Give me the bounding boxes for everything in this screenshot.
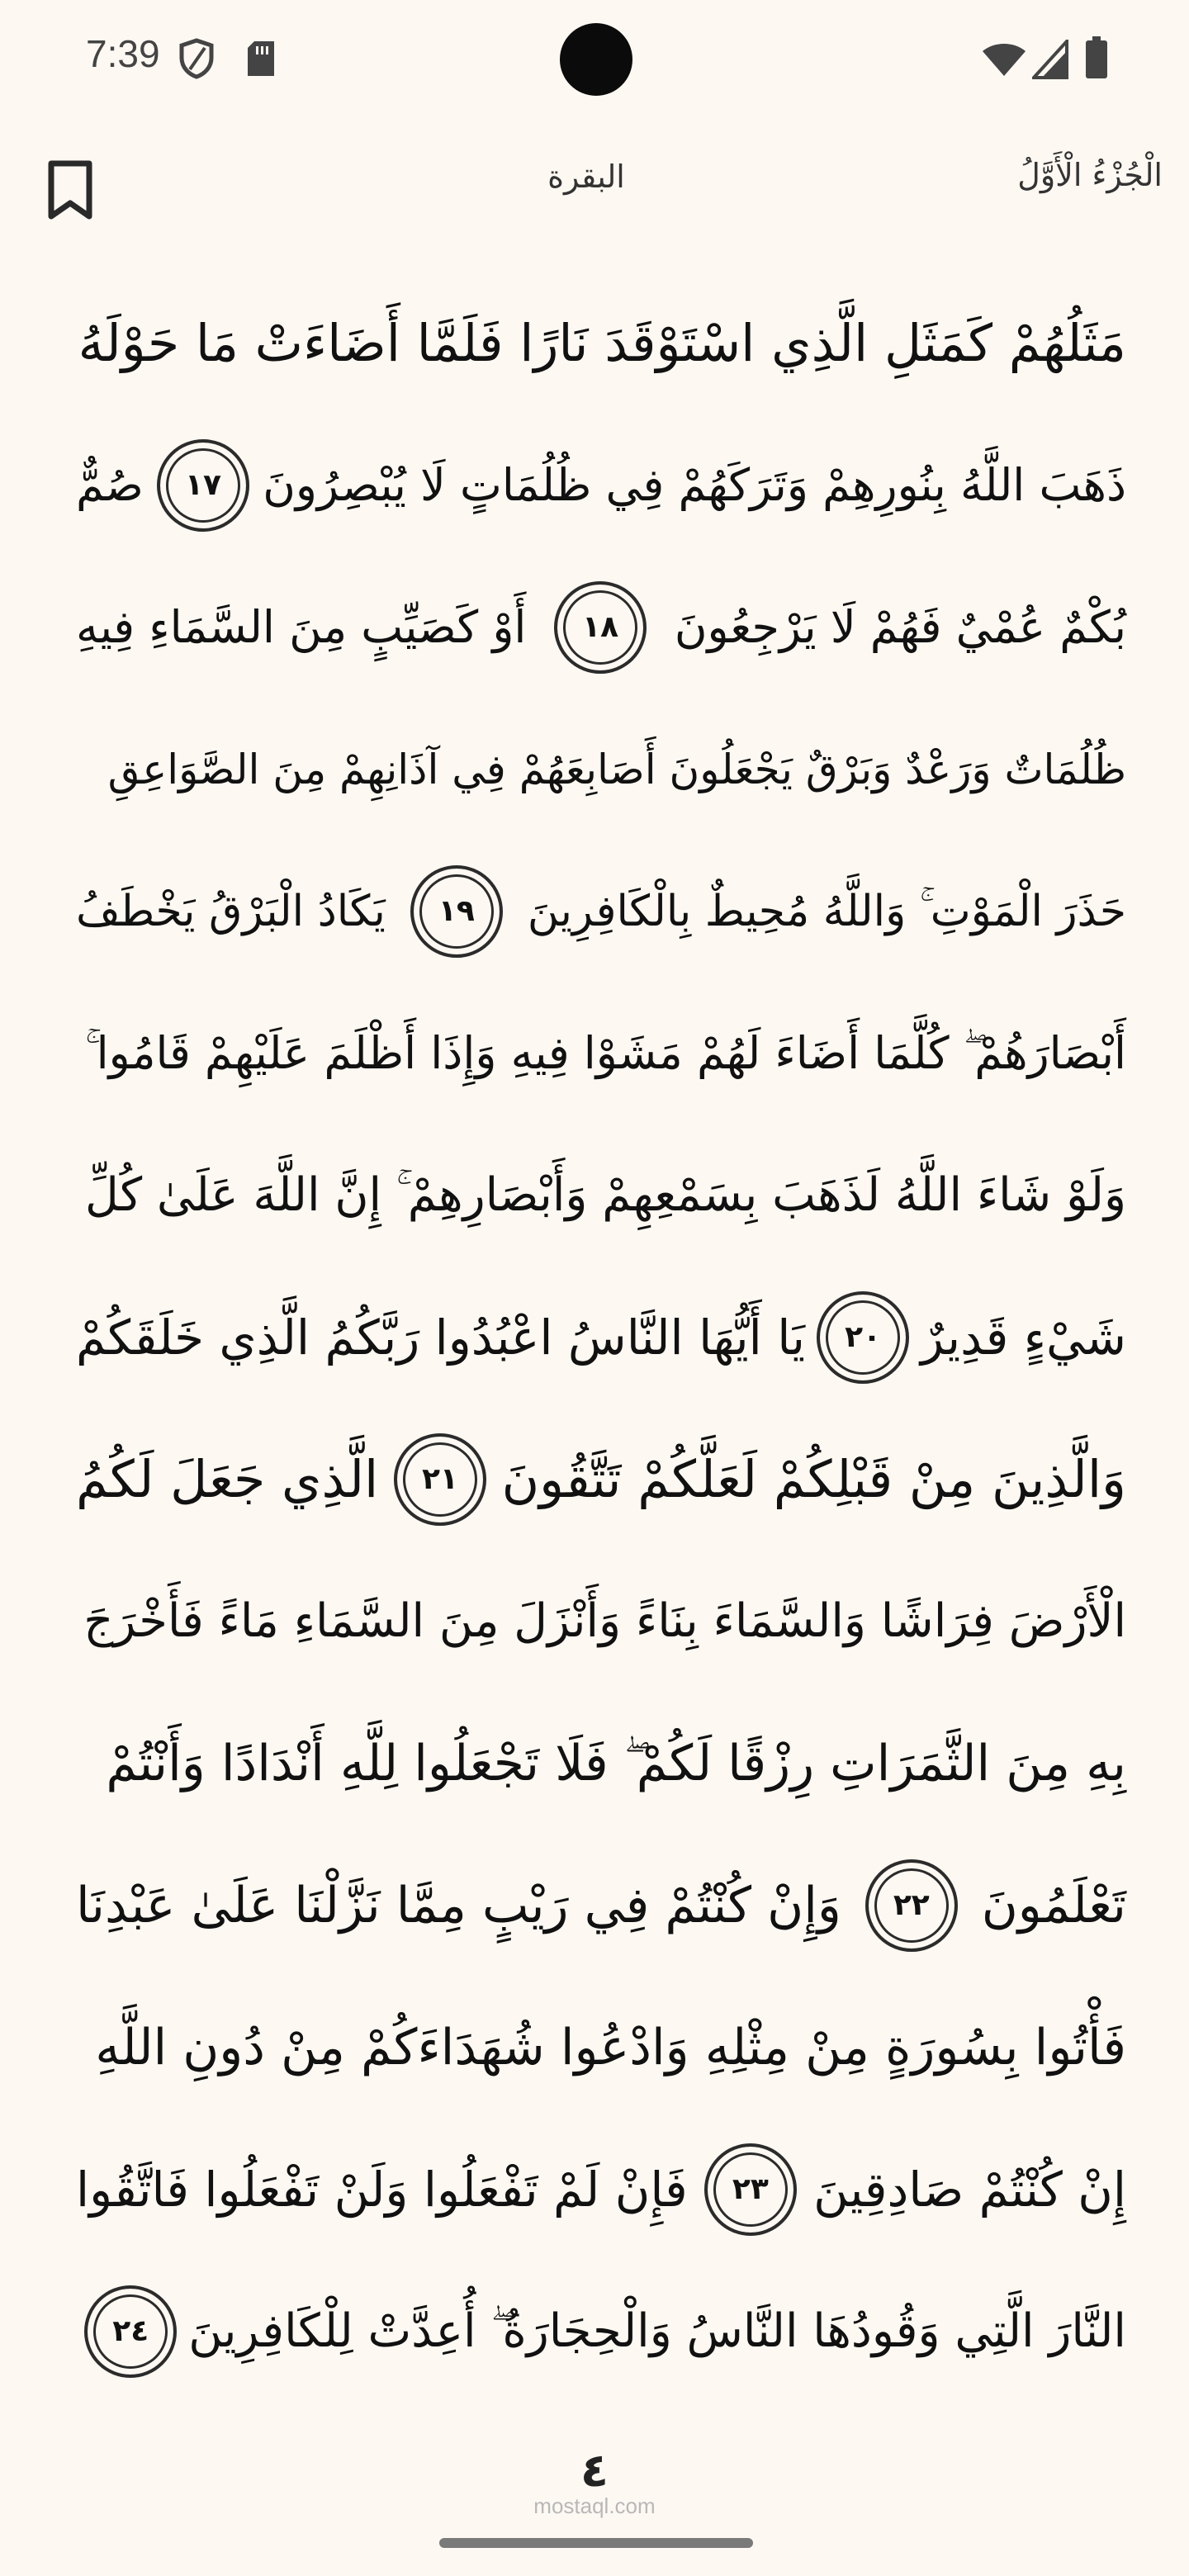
status-time: 7:39 [86,32,160,75]
ayah-number-marker[interactable]: ١٨ [554,581,647,674]
ayah-number-marker[interactable]: ٢١ [394,1433,486,1526]
juz-name[interactable]: الْجُزْءُ الْأَوَّلُ [1017,157,1163,193]
battery-icon [1085,36,1108,79]
verse-text[interactable]: أَبْصَارَهُمْ ۖ كُلَّمَا أَضَاءَ لَهُمْ مَشَوْا فِيهِ وَإِذَا أَظْلَمَ عَلَيْهِمْ قَامُوا ۚ [85,1027,1126,1079]
verse-text[interactable]: بُكْمٌ عُمْيٌ فَهُمْ لَا يَرْجِعُونَ [674,601,1126,653]
verse-text[interactable]: مَثَلُهُمْ كَمَثَلِ الَّذِي اسْتَوْقَدَ نَارًا فَلَمَّا أَضَاءَتْ مَا حَوْلَهُ [78,313,1126,373]
home-indicator[interactable] [439,2538,753,2548]
verse-text[interactable]: حَذَرَ الْمَوْتِ ۚ وَاللَّهُ مُحِيطٌ بِالْكَافِرِينَ [527,887,1126,936]
mushaf-line [76,1267,1126,1409]
page-number: ٤ [580,2444,609,2498]
mushaf-line [76,841,1126,983]
mushaf-page[interactable] [76,272,1126,2403]
status-bar [0,0,1189,124]
verse-text[interactable]: وَالَّذِينَ مِنْ قَبْلِكُمْ لَعَلَّكُمْ تَتَّقُونَ [501,1449,1126,1509]
mushaf-line [76,698,1126,841]
camera-cutout [560,23,632,96]
mushaf-line [76,1835,1126,1977]
mushaf-line [76,1693,1126,1835]
mushaf-line [76,1551,1126,1693]
mushaf-line [76,1125,1126,1267]
ayah-number-marker[interactable]: ٢٠ [817,1291,909,1384]
verse-text[interactable]: النَّارَ الَّتِي وَقُودُهَا النَّاسُ وَالْحِجَارَةُ ۖ أُعِدَّتْ لِلْكَافِرِينَ [188,2304,1126,2358]
signal-icon [1032,40,1068,79]
mushaf-line [76,2119,1126,2261]
verse-text[interactable]: صُمٌّ [76,459,144,511]
verse-text[interactable]: تَعْلَمُونَ [981,1877,1126,1934]
ayah-number-marker[interactable]: ٢٢ [865,1859,958,1952]
verse-text[interactable]: وَلَوْ شَاءَ اللَّهُ لَذَهَبَ بِسَمْعِهِمْ وَأَبْصَارِهِمْ ۚ إِنَّ اللَّهَ عَلَىٰ كُلِّ [85,1168,1126,1222]
ayah-number-marker[interactable]: ١٩ [410,865,503,958]
sd-card-icon [244,40,277,78]
verse-text[interactable]: ذَهَبَ اللَّهُ بِنُورِهِمْ وَتَرَكَهُمْ فِي ظُلُمَاتٍ لَا يُبْصِرُونَ [263,459,1126,511]
mushaf-line [76,983,1126,1125]
surah-name[interactable]: البقرة [547,159,625,195]
verse-text[interactable]: يَكَادُ الْبَرْقُ يَخْطَفُ [76,887,386,936]
wifi-icon [981,41,1027,78]
verse-text[interactable]: شَيْءٍ قَدِيرٌ [921,1309,1126,1366]
mushaf-line [76,1409,1126,1551]
mushaf-line [76,272,1126,414]
ayah-number-marker[interactable]: ٢٣ [704,2143,797,2236]
mushaf-line [76,414,1126,556]
verse-text[interactable]: الْأَرْضَ فِرَاشًا وَالسَّمَاءَ بِنَاءً وَأَنْزَلَ مِنَ السَّمَاءِ مَاءً فَأَخْرَجَ [83,1594,1126,1648]
verse-text[interactable]: يَا أَيُّهَا النَّاسُ اعْبُدُوا رَبَّكُمُ الَّذِي خَلَقَكُمْ [75,1309,806,1366]
page-header [0,140,1189,231]
shield-icon [178,38,215,79]
mushaf-line [76,1977,1126,2119]
bookmark-icon[interactable] [45,160,96,220]
verse-text[interactable]: ظُلُمَاتٌ وَرَعْدٌ وَبَرْقٌ يَجْعَلُونَ أَصَابِعَهُمْ فِي آذَانِهِمْ مِنَ الصَّوَاعِقِ [107,746,1126,793]
verse-text[interactable]: فَأْتُوا بِسُورَةٍ مِنْ مِثْلِهِ وَادْعُوا شُهَدَاءَكُمْ مِنْ دُونِ اللَّهِ [95,2019,1126,2076]
verse-text[interactable]: وَإِنْ كُنْتُمْ فِي رَيْبٍ مِمَّا نَزَّلْنَا عَلَىٰ عَبْدِنَا [76,1877,841,1934]
watermark: mostaql.com [533,2493,656,2518]
verse-text[interactable]: الَّذِي جَعَلَ لَكُمُ [76,1449,379,1509]
mushaf-line [76,2261,1126,2403]
verse-text[interactable]: إِنْ كُنْتُمْ صَادِقِينَ [813,2162,1126,2218]
verse-text[interactable]: بِهِ مِنَ الثَّمَرَاتِ رِزْقًا لَكُمْ ۖ فَلَا تَجْعَلُوا لِلَّهِ أَنْدَادًا وَأَنْتُمْ [106,1735,1126,1792]
mushaf-line [76,556,1126,698]
verse-text[interactable]: أَوْ كَصَيِّبٍ مِنَ السَّمَاءِ فِيهِ [76,601,527,653]
verse-text[interactable]: فَإِنْ لَمْ تَفْعَلُوا وَلَنْ تَفْعَلُوا فَاتَّقُوا [76,2162,688,2218]
ayah-number-marker[interactable]: ١٧ [157,439,249,532]
ayah-number-marker[interactable]: ٢٤ [84,2285,177,2378]
